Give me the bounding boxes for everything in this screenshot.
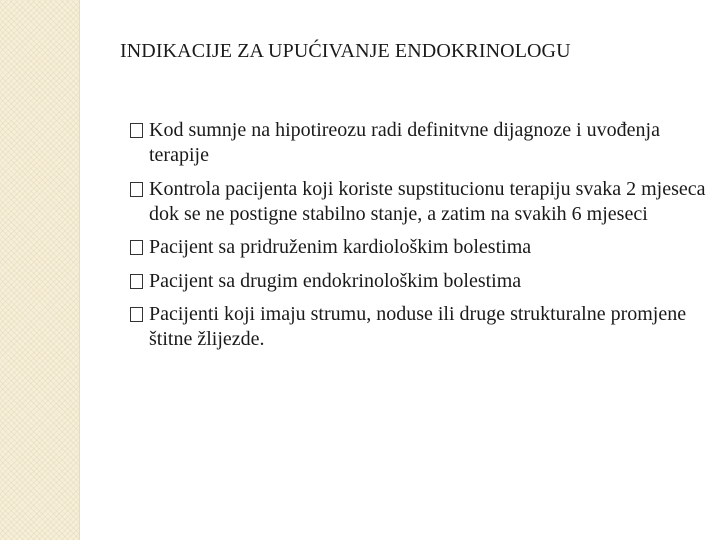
- decorative-side-band: [0, 0, 80, 540]
- square-bullet-icon: [130, 307, 143, 322]
- bullet-text: Pacijenti koji imaju strumu, noduse ili druge strukturalne promjene štitne žlijezde.: [149, 303, 687, 350]
- bullet-item: [130, 177, 710, 227]
- bullet-list: [130, 118, 710, 361]
- square-bullet-icon: [130, 240, 143, 255]
- square-bullet-icon: [130, 123, 143, 138]
- bullet-item: [130, 269, 710, 294]
- square-bullet-icon: [130, 274, 143, 289]
- bullet-text: Kontrola pacijenta koji koriste supstitucionu terapiju svaka 2 mjeseca dok se ne postigne stabilno stanje, a zatim na svakih 6 mjeseci: [149, 177, 706, 225]
- square-bullet-icon: [130, 182, 143, 197]
- bullet-text: Pacijent sa pridruženim kardiološkim bolestima: [149, 236, 532, 258]
- bullet-item: [130, 118, 710, 168]
- bullet-text: Pacijent sa drugim endokrinološkim bolestima: [149, 269, 522, 292]
- slide-title: INDIKACIJE ZA UPUĆIVANJE ENDOKRINOLOGU: [120, 40, 571, 62]
- bullet-item: [130, 302, 710, 352]
- bullet-text: Kod sumnje na hipotireozu radi definitvne dijagnoze i uvođenja terapije: [149, 119, 660, 166]
- bullet-item: [130, 235, 710, 260]
